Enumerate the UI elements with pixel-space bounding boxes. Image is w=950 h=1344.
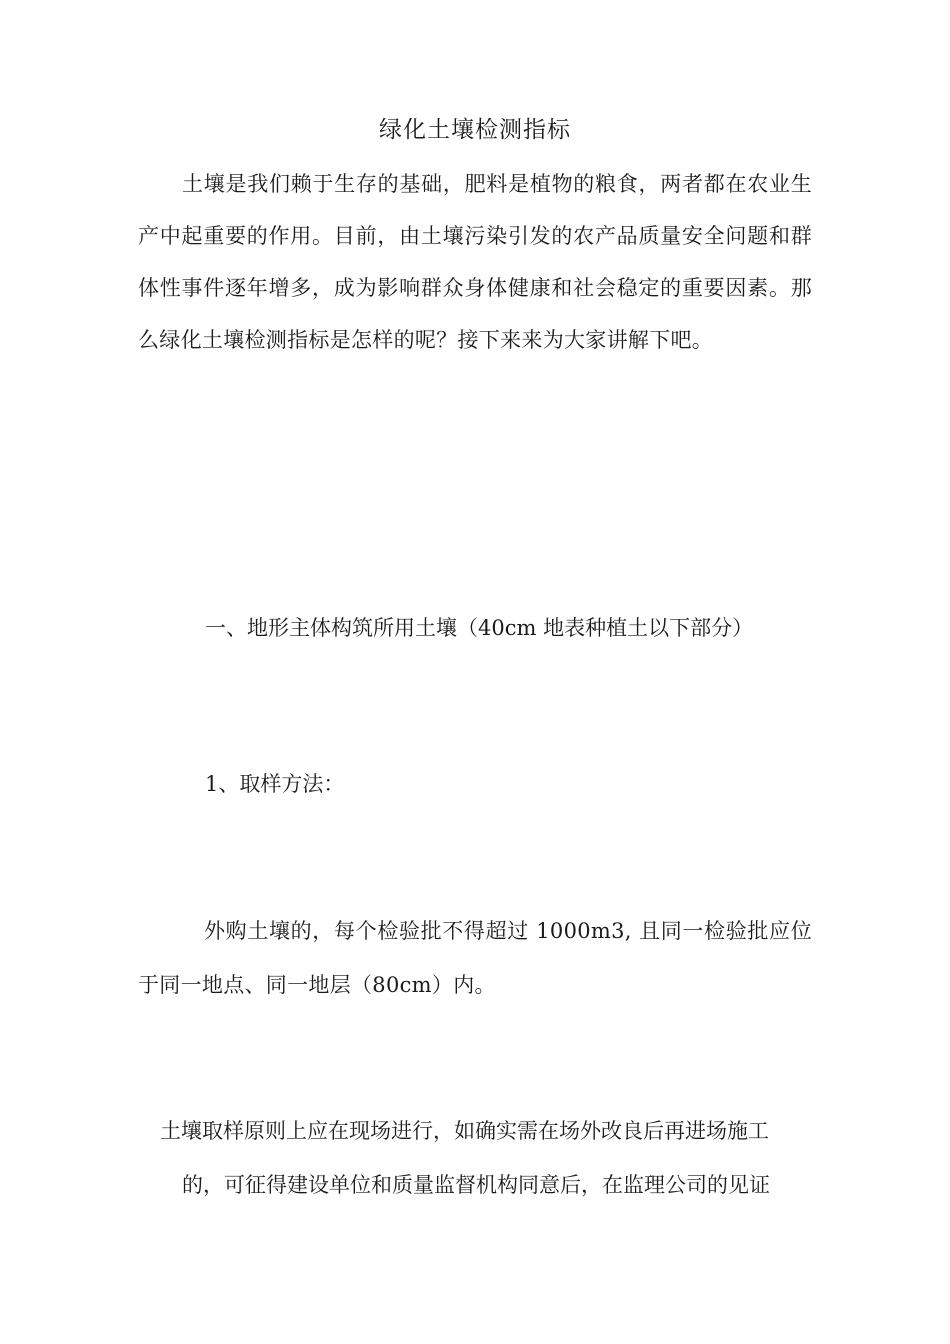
subsection-heading-sampling-method: 1、取样方法：: [205, 772, 345, 796]
intro-paragraph: 土壤是我们赖于生存的基础，肥料是植物的粮食，两者都在农业生产中起重要的作用。目前，由土壤污染引发的农产品质量安全问题和群体性事件逐年增多，成为影响群众身体健康和社会稳定的重要因素。那么绿化土壤检测指标是怎样的呢？接下来来为大家讲解下吧。: [138, 172, 812, 352]
paragraph-purchased-soil: 外购土壤的，每个检验批不得超过 1000m3, 且同一检验批应位于同一地点、同一地层（80cm）内。: [138, 919, 812, 997]
paragraph-sampling-principle: [160, 1104, 812, 1212]
paragraph-sampling-line-2: 的，可征得建设单位和质量监督机构同意后，在监理公司的见证: [182, 1173, 770, 1197]
document-title: 绿化土壤检测指标: [379, 117, 571, 143]
section-heading-terrain-soil: 一、地形主体构筑所用土壤（40cm 地表种植土以下部分）: [205, 616, 754, 640]
paragraph-sampling-line-1: 土壤取样原则上应在现场进行，如确实需在场外改良后再进场施工: [160, 1119, 769, 1143]
